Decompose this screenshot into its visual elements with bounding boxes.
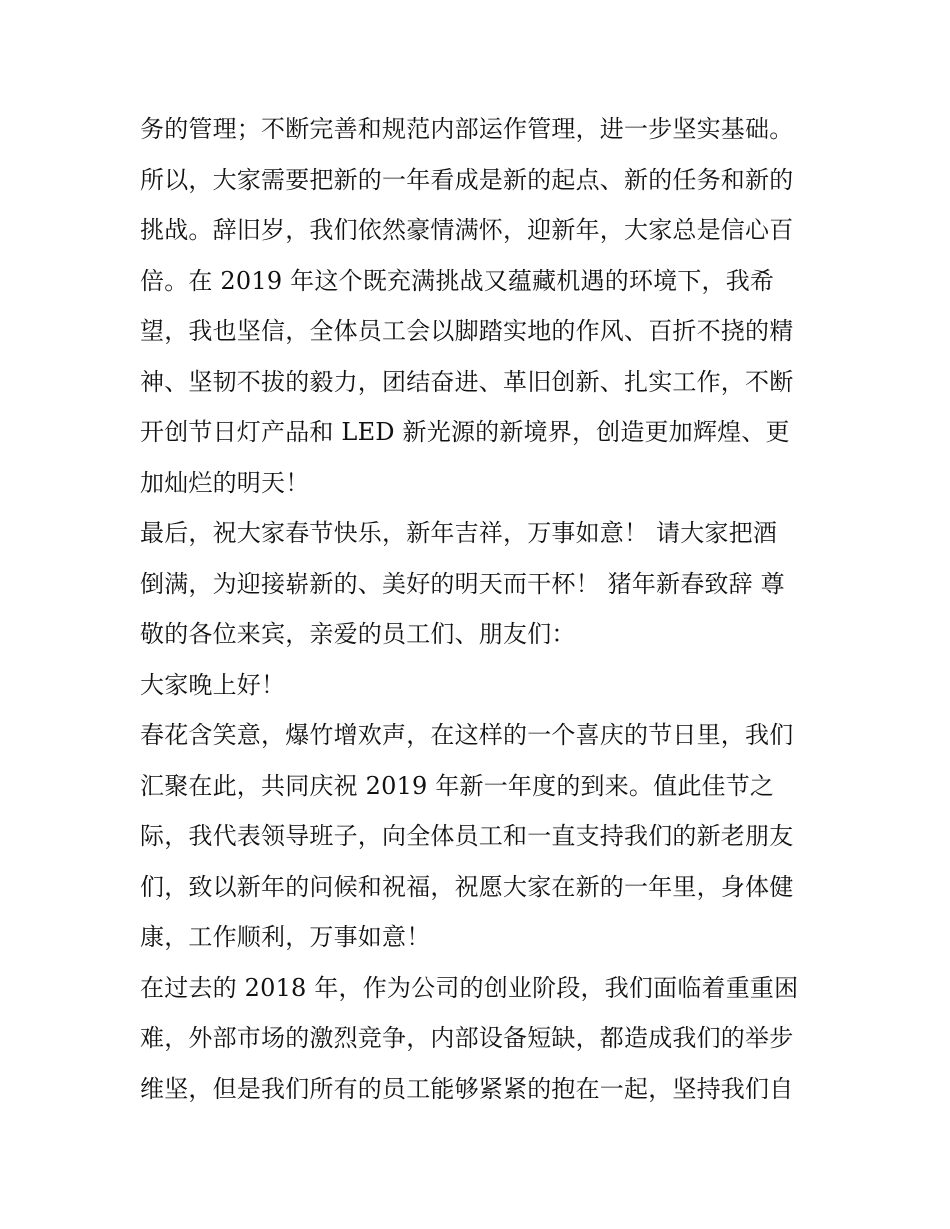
text-line: 挑战。辞旧岁，我们依然豪情满怀，迎新年，大家总是信心百 [140, 216, 794, 244]
text-line: 所以，大家需要把新的一年看成是新的起点、新的任务和新的 [140, 165, 794, 194]
text-line: 倍。在 2019 年这个既充满挑战又蕴藏机遇的环境下，我希 [140, 266, 775, 295]
text-line: 神、坚韧不拔的毅力，团结奋进、革旧创新、扎实工作，不断 [140, 367, 794, 396]
text-line: 最后，祝大家春节快乐，新年吉祥，万事如意！ 请大家把酒 [140, 519, 778, 547]
document-body [140, 104, 820, 1114]
text-line: 际，我代表领导班子，向全体员工和一直支持我们的新老朋友 [140, 822, 794, 850]
text-line: 开创节日灯产品和 LED 新光源的新境界，创造更加辉煌、更 [140, 418, 790, 446]
text-line: 维坚，但是我们所有的员工能够紧紧的抱在一起，坚持我们自 [140, 1074, 794, 1103]
text-line: 在过去的 2018 年，作为公司的创业阶段，我们面临着重重困 [140, 973, 799, 1002]
text-line: 倒满，为迎接崭新的、美好的明天而干杯！ 猪年新春致辞 尊 [140, 569, 785, 598]
text-line: 难，外部市场的激烈竞争，内部设备短缺，都造成我们的举步 [140, 1024, 794, 1052]
text-line: 务的管理；不断完善和规范内部运作管理，进一步坚实基础。 [140, 115, 794, 143]
text-line: 加灿烂的明天！ [140, 468, 310, 497]
text-line: 敬的各位来宾，亲爱的员工们、朋友们： [140, 620, 576, 648]
text-line: 汇聚在此，共同庆祝 2019 年新一年度的到来。值此佳节之 [140, 771, 775, 800]
text-line: 们，致以新年的问候和祝福，祝愿大家在新的一年里，身体健 [140, 872, 794, 901]
text-line: 望，我也坚信，全体员工会以脚踏实地的作风、百折不挠的精 [140, 317, 794, 345]
text-line: 康，工作顺利，万事如意！ [140, 923, 431, 951]
text-line: 春花含笑意，爆竹增欢声，在这样的一个喜庆的节日里，我们 [140, 721, 794, 749]
text-line: 大家晚上好！ [140, 670, 286, 699]
